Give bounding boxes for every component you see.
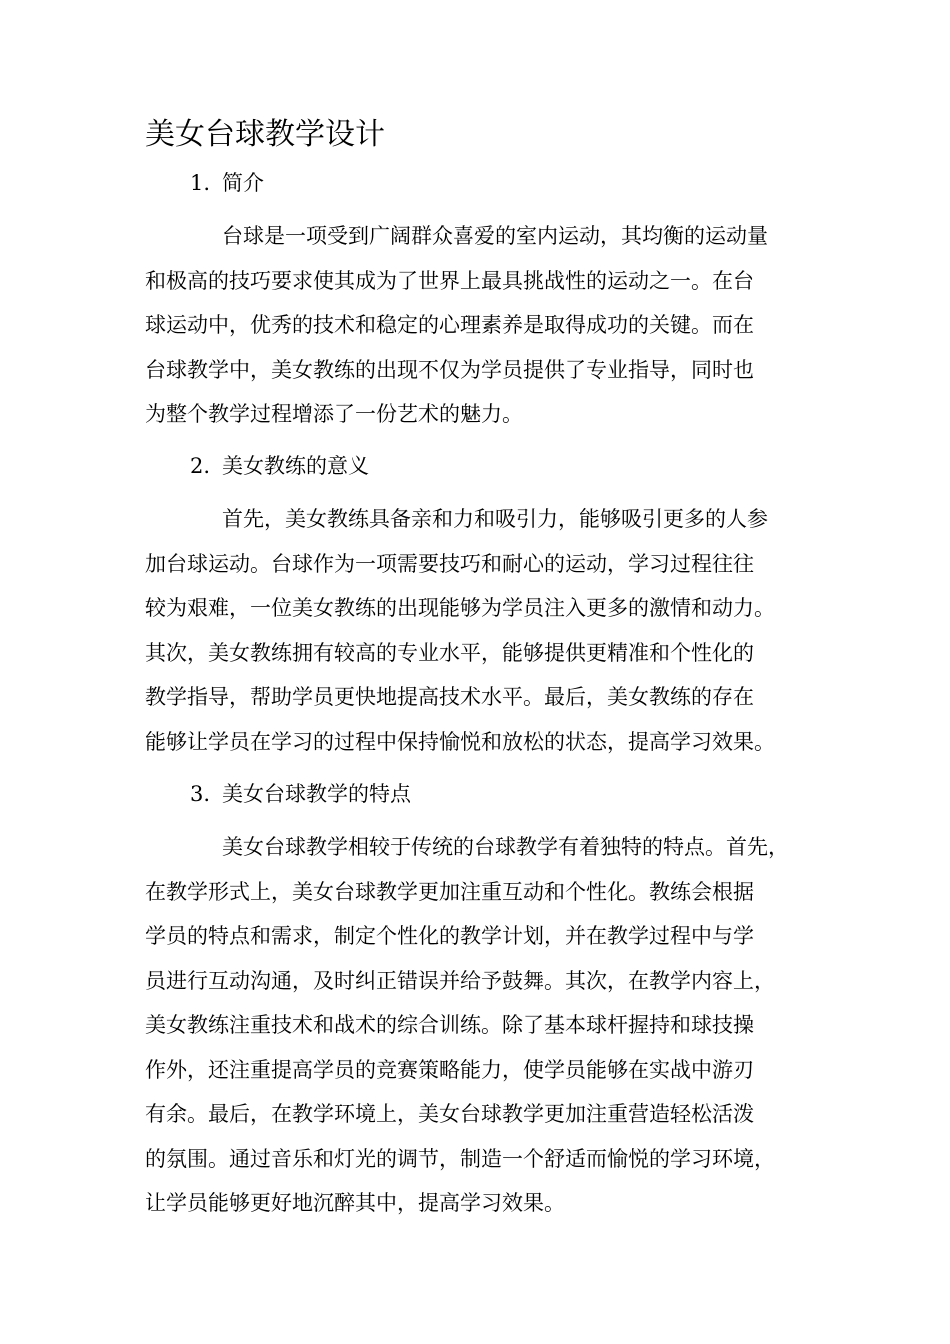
paragraph-line: 为整个教学过程增添了一份艺术的魅力。 [145, 402, 523, 426]
section-heading-1 [190, 168, 264, 198]
section-number: 3. [190, 782, 211, 806]
paragraph-line: 球运动中，优秀的技术和稳定的心理素养是取得成功的关键。而在 [145, 313, 754, 337]
paragraph-line: 台球教学中，美女教练的出现不仅为学员提供了专业指导，同时也 [145, 357, 754, 382]
paragraph-line: 其次，美女教练拥有较高的专业水平，能够提供更精准和个性化的 [145, 640, 754, 665]
document-title: 美女台球教学设计 [145, 117, 385, 152]
paragraph-line: 美女台球教学相较于传统的台球教学有着独特的特点。首先， [222, 835, 789, 859]
paragraph-line: 能够让学员在学习的过程中保持愉悦和放松的状态，提高学习效果。 [145, 729, 775, 754]
section-paragraph-1 [145, 214, 815, 437]
paragraph-line: 首先，美女教练具备亲和力和吸引力，能够吸引更多的人参 [222, 507, 768, 531]
paragraph-line: 的氛围。通过音乐和灯光的调节，制造一个舒适而愉悦的学习环境， [145, 1146, 775, 1171]
paragraph-line: 台球是一项受到广阔群众喜爱的室内运动，其均衡的运动量 [222, 224, 768, 248]
paragraph-line: 和极高的技巧要求使其成为了世界上最具挑战性的运动之一。在台 [145, 268, 754, 293]
paragraph-line: 在教学形式上，美女台球教学更加注重互动和个性化。教练会根据 [145, 879, 754, 904]
paragraph-line: 教学指导，帮助学员更快地提高技术水平。最后，美女教练的存在 [145, 685, 754, 709]
section-heading-3 [190, 779, 411, 809]
section-heading-text: 美女教练的意义 [222, 454, 369, 478]
paragraph-line: 加台球运动。台球作为一项需要技巧和耐心的运动，学习过程往往 [145, 551, 754, 576]
paragraph-line: 让学员能够更好地沉醉其中，提高学习效果。 [145, 1191, 565, 1215]
section-number: 2. [190, 454, 211, 478]
section-paragraph-3 [145, 825, 815, 1226]
paragraph-line: 有余。最后，在教学环境上，美女台球教学更加注重营造轻松活泼 [145, 1102, 754, 1126]
paragraph-line: 作外，还注重提高学员的竞赛策略能力，使学员能够在实战中游刃 [145, 1057, 754, 1082]
section-paragraph-2 [145, 497, 815, 764]
paragraph-line: 较为艰难，一位美女教练的出现能够为学员注入更多的激情和动力。 [145, 596, 775, 620]
paragraph-line: 美女教练注重技术和战术的综合训练。除了基本球杆握持和球技操 [145, 1013, 754, 1037]
section-number: 1. [190, 171, 211, 195]
paragraph-line: 员进行互动沟通，及时纠正错误并给予鼓舞。其次，在教学内容上， [145, 968, 775, 993]
section-heading-2 [190, 451, 369, 481]
section-heading-text: 简介 [222, 171, 264, 195]
paragraph-line: 学员的特点和需求，制定个性化的教学计划，并在教学过程中与学 [145, 924, 754, 948]
section-heading-text: 美女台球教学的特点 [222, 782, 411, 806]
